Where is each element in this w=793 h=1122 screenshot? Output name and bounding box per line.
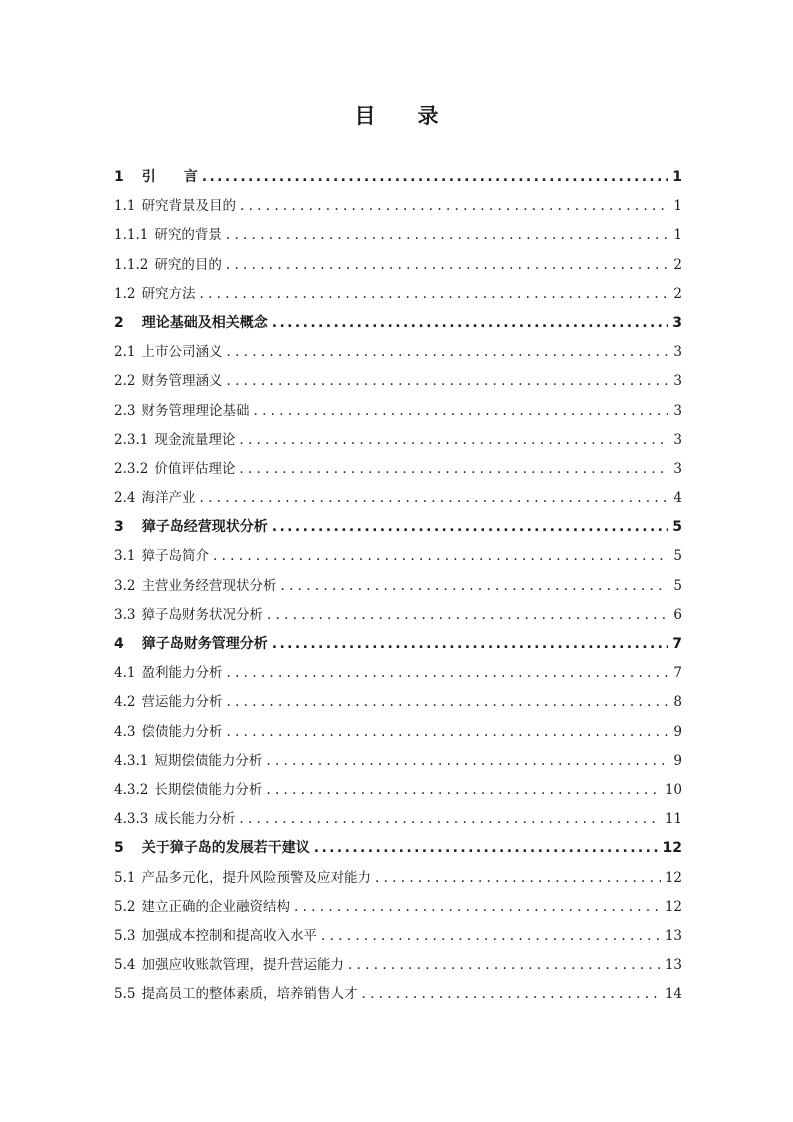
toc-entry-title: 理论基础及相关概念 [141,314,268,331]
toc-entry-page: 7 [672,636,682,652]
toc-entry-number: 4.1 [114,665,136,682]
toc-entry-page: 7 [673,665,682,682]
toc-dot-leader [314,834,659,863]
toc-dot-leader [294,893,661,922]
toc-entry-number: 1.1 [114,198,136,215]
toc-dot-leader [375,864,661,893]
toc-dot-leader [226,251,668,280]
toc-entry-title: 上市公司涵义 [141,344,223,361]
toc-dot-leader [239,805,660,834]
toc-entry[interactable] [114,192,682,221]
toc-entry[interactable] [114,251,682,280]
toc-dot-leader [266,776,660,805]
toc-entry-title: 主营业务经营现状分析 [141,577,277,594]
toc-entry-number: 1.2 [114,285,136,302]
toc-entry-title: 偿债能力分析 [141,723,223,740]
toc-entry-page: 1 [672,169,682,185]
toc-entry-number: 5.5 [114,986,136,1003]
toc-entry[interactable] [114,864,682,893]
toc-entry-number: 4.3 [114,723,136,740]
toc-entry-page: 6 [673,606,682,623]
toc-entry-number: 4.3.1 [114,752,149,769]
toc-dot-leader [226,718,668,747]
toc-dot-leader [361,980,660,1009]
toc-entry-number: 5.4 [114,957,136,974]
toc-entry[interactable] [114,513,682,542]
toc-dot-leader [321,922,661,951]
toc-entry[interactable] [114,776,682,805]
toc-entry-number: 2.3.1 [114,431,149,448]
toc-entry[interactable] [114,805,682,834]
toc-entry-title: 建立正确的企业融资结构 [141,898,290,915]
toc-entry-title: 獐子岛财务管理分析 [141,636,268,652]
toc-dot-leader [226,688,668,717]
toc-entry-number: 4.3.3 [114,811,149,828]
toc-entry[interactable] [114,893,682,922]
toc-entry-page: 12 [664,898,682,915]
toc-entry-number: 5.2 [114,898,136,915]
toc-entry-title: 獐子岛财务状况分析 [141,606,263,623]
toc-entry-number: 5.1 [114,869,136,886]
toc-entry[interactable] [114,163,682,192]
toc-entry-page: 2 [673,256,682,273]
toc-entry-number: 3.1 [114,548,136,565]
toc-entry-title: 海洋产业 [141,490,196,507]
toc-entry-title: 产品多元化，提升风险预警及应对能力 [141,869,371,886]
toc-entry-title: 长期偿债能力分析 [154,781,263,798]
toc-entry-title: 价值评估理论 [154,460,236,477]
toc-entry-page: 10 [664,781,682,798]
toc-entry-number: 1.1.2 [114,256,149,273]
toc-dot-leader [202,163,668,192]
toc-dot-leader [240,192,668,221]
toc-entry-title: 研究的目的 [154,256,222,273]
toc-entry-page: 3 [673,460,682,477]
toc-entry-title: 成长能力分析 [154,811,236,828]
toc-entry[interactable] [114,980,682,1009]
toc-entry-page: 3 [673,344,682,361]
toc-dot-leader [267,601,668,630]
toc-entry-title: 引 言 [141,169,198,185]
toc-entry-number: 2.4 [114,490,136,507]
toc-entry-number: 4 [114,636,124,652]
toc-dot-leader [266,747,668,776]
toc-entry[interactable] [114,221,682,250]
toc-entry[interactable] [114,455,682,484]
toc-entry-title: 财务管理涵义 [141,373,223,390]
toc-entry-page: 12 [664,869,682,886]
toc-entry[interactable] [114,426,682,455]
toc-entry-number: 2.3.2 [114,460,149,477]
toc-entry-page: 5 [673,548,682,565]
toc-dot-leader [272,513,668,542]
toc-entry[interactable] [114,367,682,396]
toc-entry-title: 獐子岛经营现状分析 [141,519,268,536]
toc-entry[interactable] [114,688,682,717]
toc-entry[interactable] [114,397,682,426]
toc-entry[interactable] [114,630,682,659]
toc-entry-page: 9 [673,752,682,769]
toc-dot-leader [272,630,668,659]
toc-dot-leader [239,455,668,484]
toc-entry[interactable] [114,659,682,688]
toc-entry[interactable] [114,542,682,571]
toc-entry-page: 4 [673,490,682,507]
toc-entry-title: 提高员工的整体素质，培养销售人才 [141,986,358,1003]
toc-entry[interactable] [114,718,682,747]
toc-entry-page: 12 [662,840,682,857]
toc-dot-leader [226,659,668,688]
toc-entry-page: 8 [673,694,682,711]
toc-entry-page: 14 [664,986,682,1003]
toc-dot-leader [199,280,668,309]
toc-entry-page: 2 [673,285,682,302]
toc-entry-page: 3 [672,314,682,331]
toc-entry-number: 3.3 [114,606,136,623]
toc-entry-page: 13 [664,927,682,944]
toc-title: 目 录 [354,104,439,128]
table-of-contents [114,163,682,1009]
toc-entry-title: 财务管理理论基础 [141,402,250,419]
toc-entry-number: 4.2 [114,694,136,711]
toc-entry-page: 3 [673,431,682,448]
toc-entry-page: 5 [673,577,682,594]
toc-entry[interactable] [114,747,682,776]
toc-entry-title: 研究的背景 [154,227,222,244]
toc-dot-leader [226,221,668,250]
toc-entry-title: 盈利能力分析 [141,665,223,682]
toc-dot-leader [199,484,668,513]
toc-dot-leader [253,397,668,426]
toc-dot-leader [239,426,668,455]
toc-entry[interactable] [114,922,682,951]
toc-entry-number: 3 [114,519,124,536]
toc-entry[interactable] [114,338,682,367]
toc-dot-leader [213,542,668,571]
toc-entry[interactable] [114,484,682,513]
toc-entry-number: 5.3 [114,927,136,944]
toc-entry-page: 13 [664,957,682,974]
toc-entry-title: 营运能力分析 [141,694,223,711]
toc-entry-number: 5 [114,840,124,857]
toc-entry-number: 1 [114,169,124,185]
toc-entry[interactable] [114,280,682,309]
toc-entry-page: 3 [673,402,682,419]
toc-entry-number: 2.1 [114,344,136,361]
toc-entry[interactable] [114,601,682,630]
toc-entry-page: 5 [672,519,682,536]
toc-entry-title: 研究背景及目的 [141,198,236,215]
toc-entry-title: 短期偿债能力分析 [154,752,263,769]
toc-entry-title: 加强应收账款管理，提升营运能力 [141,957,344,974]
toc-entry[interactable] [114,951,682,980]
toc-entry-title: 关于獐子岛的发展若干建议 [141,840,310,857]
toc-entry-title: 现金流量理论 [154,431,236,448]
toc-entry[interactable] [114,572,682,601]
toc-dot-leader [226,338,668,367]
toc-entry-number: 2.2 [114,373,136,390]
toc-dot-leader [272,309,668,338]
toc-entry-page: 9 [673,723,682,740]
toc-entry-number: 4.3.2 [114,781,149,798]
toc-entry-page: 11 [664,811,682,828]
toc-entry-number: 2 [114,314,124,331]
toc-entry-number: 1.1.1 [114,227,149,244]
toc-entry-title: 研究方法 [141,285,196,302]
toc-entry-title: 獐子岛简介 [141,548,209,565]
toc-entry[interactable] [114,309,682,338]
toc-entry-number: 2.3 [114,402,136,419]
toc-entry-page: 1 [673,198,682,215]
toc-dot-leader [280,572,668,601]
toc-entry-page: 1 [673,227,682,244]
toc-dot-leader [226,367,668,396]
toc-entry-title: 加强成本控制和提高收入水平 [141,927,317,944]
toc-entry-page: 3 [673,373,682,390]
toc-entry[interactable] [114,834,682,863]
toc-entry-number: 3.2 [114,577,136,594]
toc-dot-leader [348,951,661,980]
